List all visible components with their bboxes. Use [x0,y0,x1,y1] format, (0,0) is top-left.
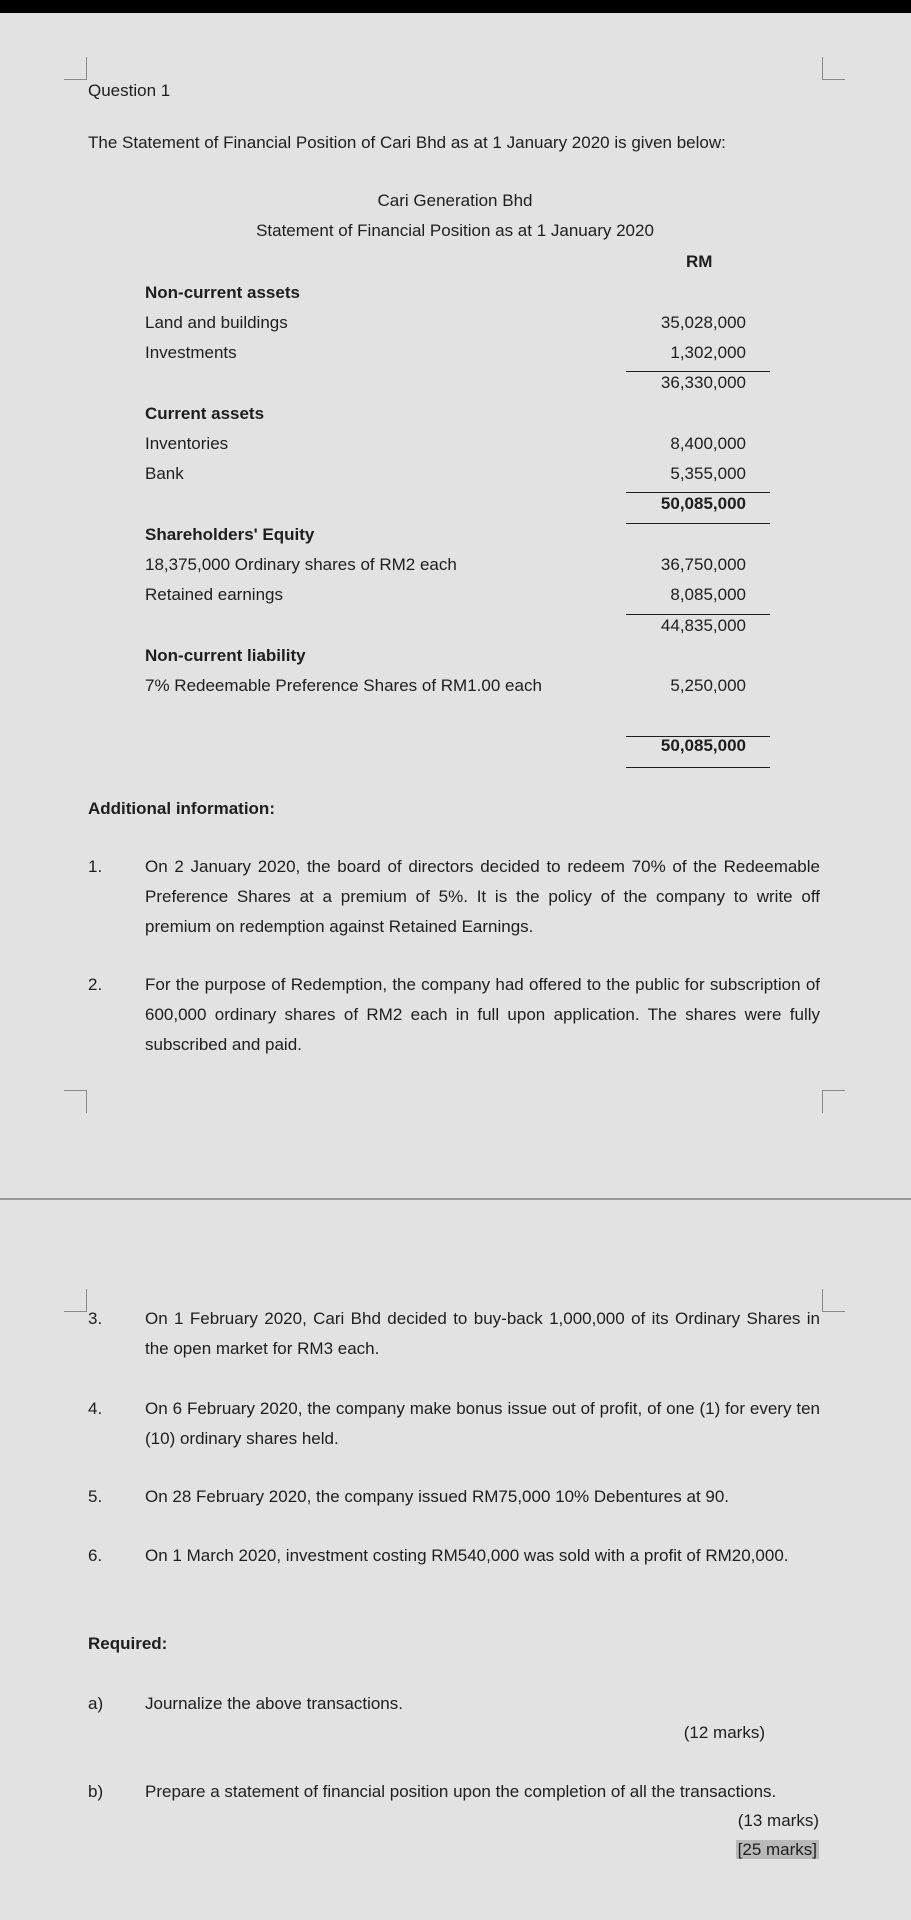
crop-mark [64,57,87,80]
section-heading: Current assets [145,404,265,423]
total-marks-highlight: [25 marks] [737,1840,817,1859]
section-heading: Shareholders' Equity [145,525,315,544]
company-name: Cari Generation Bhd [377,191,533,210]
info-number: 4. [88,1399,103,1418]
subtotal-amount: 36,330,000 [660,373,746,392]
crop-mark [822,57,845,80]
page-separator [0,1198,911,1200]
line-item-amount: 35,028,000 [660,313,746,332]
line-item-amount: 5,250,000 [670,676,746,695]
double-underline-rule [626,767,770,768]
required-task: Prepare a statement of financial position upon the completion of all the transactions. [145,1782,777,1801]
section-heading: Non-current liability [145,646,306,665]
line-item-amount: 1,302,000 [670,343,746,362]
line-item-amount: 8,400,000 [670,434,746,453]
info-paragraph: On 1 February 2020, Cari Bhd decided to buy-back 1,000,000 of its Ordinary Shares in the open market for RM3 each. [145,1309,820,1358]
required-task: Journalize the above transactions. [145,1694,403,1713]
currency-header: RM [686,252,713,271]
line-item-label: Investments [145,343,237,362]
top-status-bar [0,0,911,13]
line-item-amount: 36,750,000 [660,555,746,574]
required-heading: Required: [88,1634,168,1653]
line-item-label: Inventories [145,434,229,453]
info-number: 3. [88,1309,103,1328]
total-equity-liability-amount: 50,085,000 [660,736,746,755]
info-paragraph: On 2 January 2020, the board of directors decided to redeem 70% of the Redeemable Preference Shares at a premium of 5%. It is the policy of the company to write off premium on redemption against Retained Earnings. [145,857,820,936]
info-paragraph: For the purpose of Redemption, the company had offered to the public for subscription of 600,000 ordinary shares of RM2 each in full upon application. The shares were fully subscribed and paid. [145,975,820,1054]
info-paragraph: On 28 February 2020, the company issued RM75,000 10% Debentures at 90. [145,1487,730,1506]
crop-mark [64,1289,87,1312]
additional-info-heading: Additional information: [88,799,275,818]
marks-label: (12 marks) [683,1723,765,1742]
info-number: 6. [88,1546,103,1565]
subtotal-amount: 44,835,000 [660,616,746,635]
line-item-label: Land and buildings [145,313,288,332]
info-number: 2. [88,975,103,994]
line-item-label: Bank [145,464,184,483]
required-label: a) [88,1694,104,1713]
info-number: 1. [88,857,103,876]
required-label: b) [88,1782,104,1801]
question-title: Question 1 [88,81,171,100]
section-heading: Non-current assets [145,283,300,302]
info-paragraph: On 6 February 2020, the company make bonus issue out of profit, of one (1) for every ten (10) ordinary shares held. [145,1399,820,1448]
crop-mark [822,1289,845,1312]
intro-text: The Statement of Financial Position of Cari Bhd as at 1 January 2020 is given below: [88,133,726,152]
double-underline-rule [626,523,770,524]
total-assets-amount: 50,085,000 [660,494,746,513]
total-marks [660,1835,819,1865]
line-item-label: 7% Redeemable Preference Shares of RM1.00 each [145,676,542,695]
statement-title: Statement of Financial Position as at 1 January 2020 [256,221,654,240]
line-item-amount: 8,085,000 [670,585,746,604]
crop-mark [822,1090,845,1113]
info-paragraph: On 1 March 2020, investment costing RM540,000 was sold with a profit of RM20,000. [145,1546,789,1565]
line-item-amount: 5,355,000 [670,464,746,483]
line-item-label: 18,375,000 Ordinary shares of RM2 each [145,555,457,574]
crop-mark [64,1090,87,1113]
line-item-label: Retained earnings [145,585,283,604]
marks-label: (13 marks) [737,1811,819,1830]
info-number: 5. [88,1487,103,1506]
